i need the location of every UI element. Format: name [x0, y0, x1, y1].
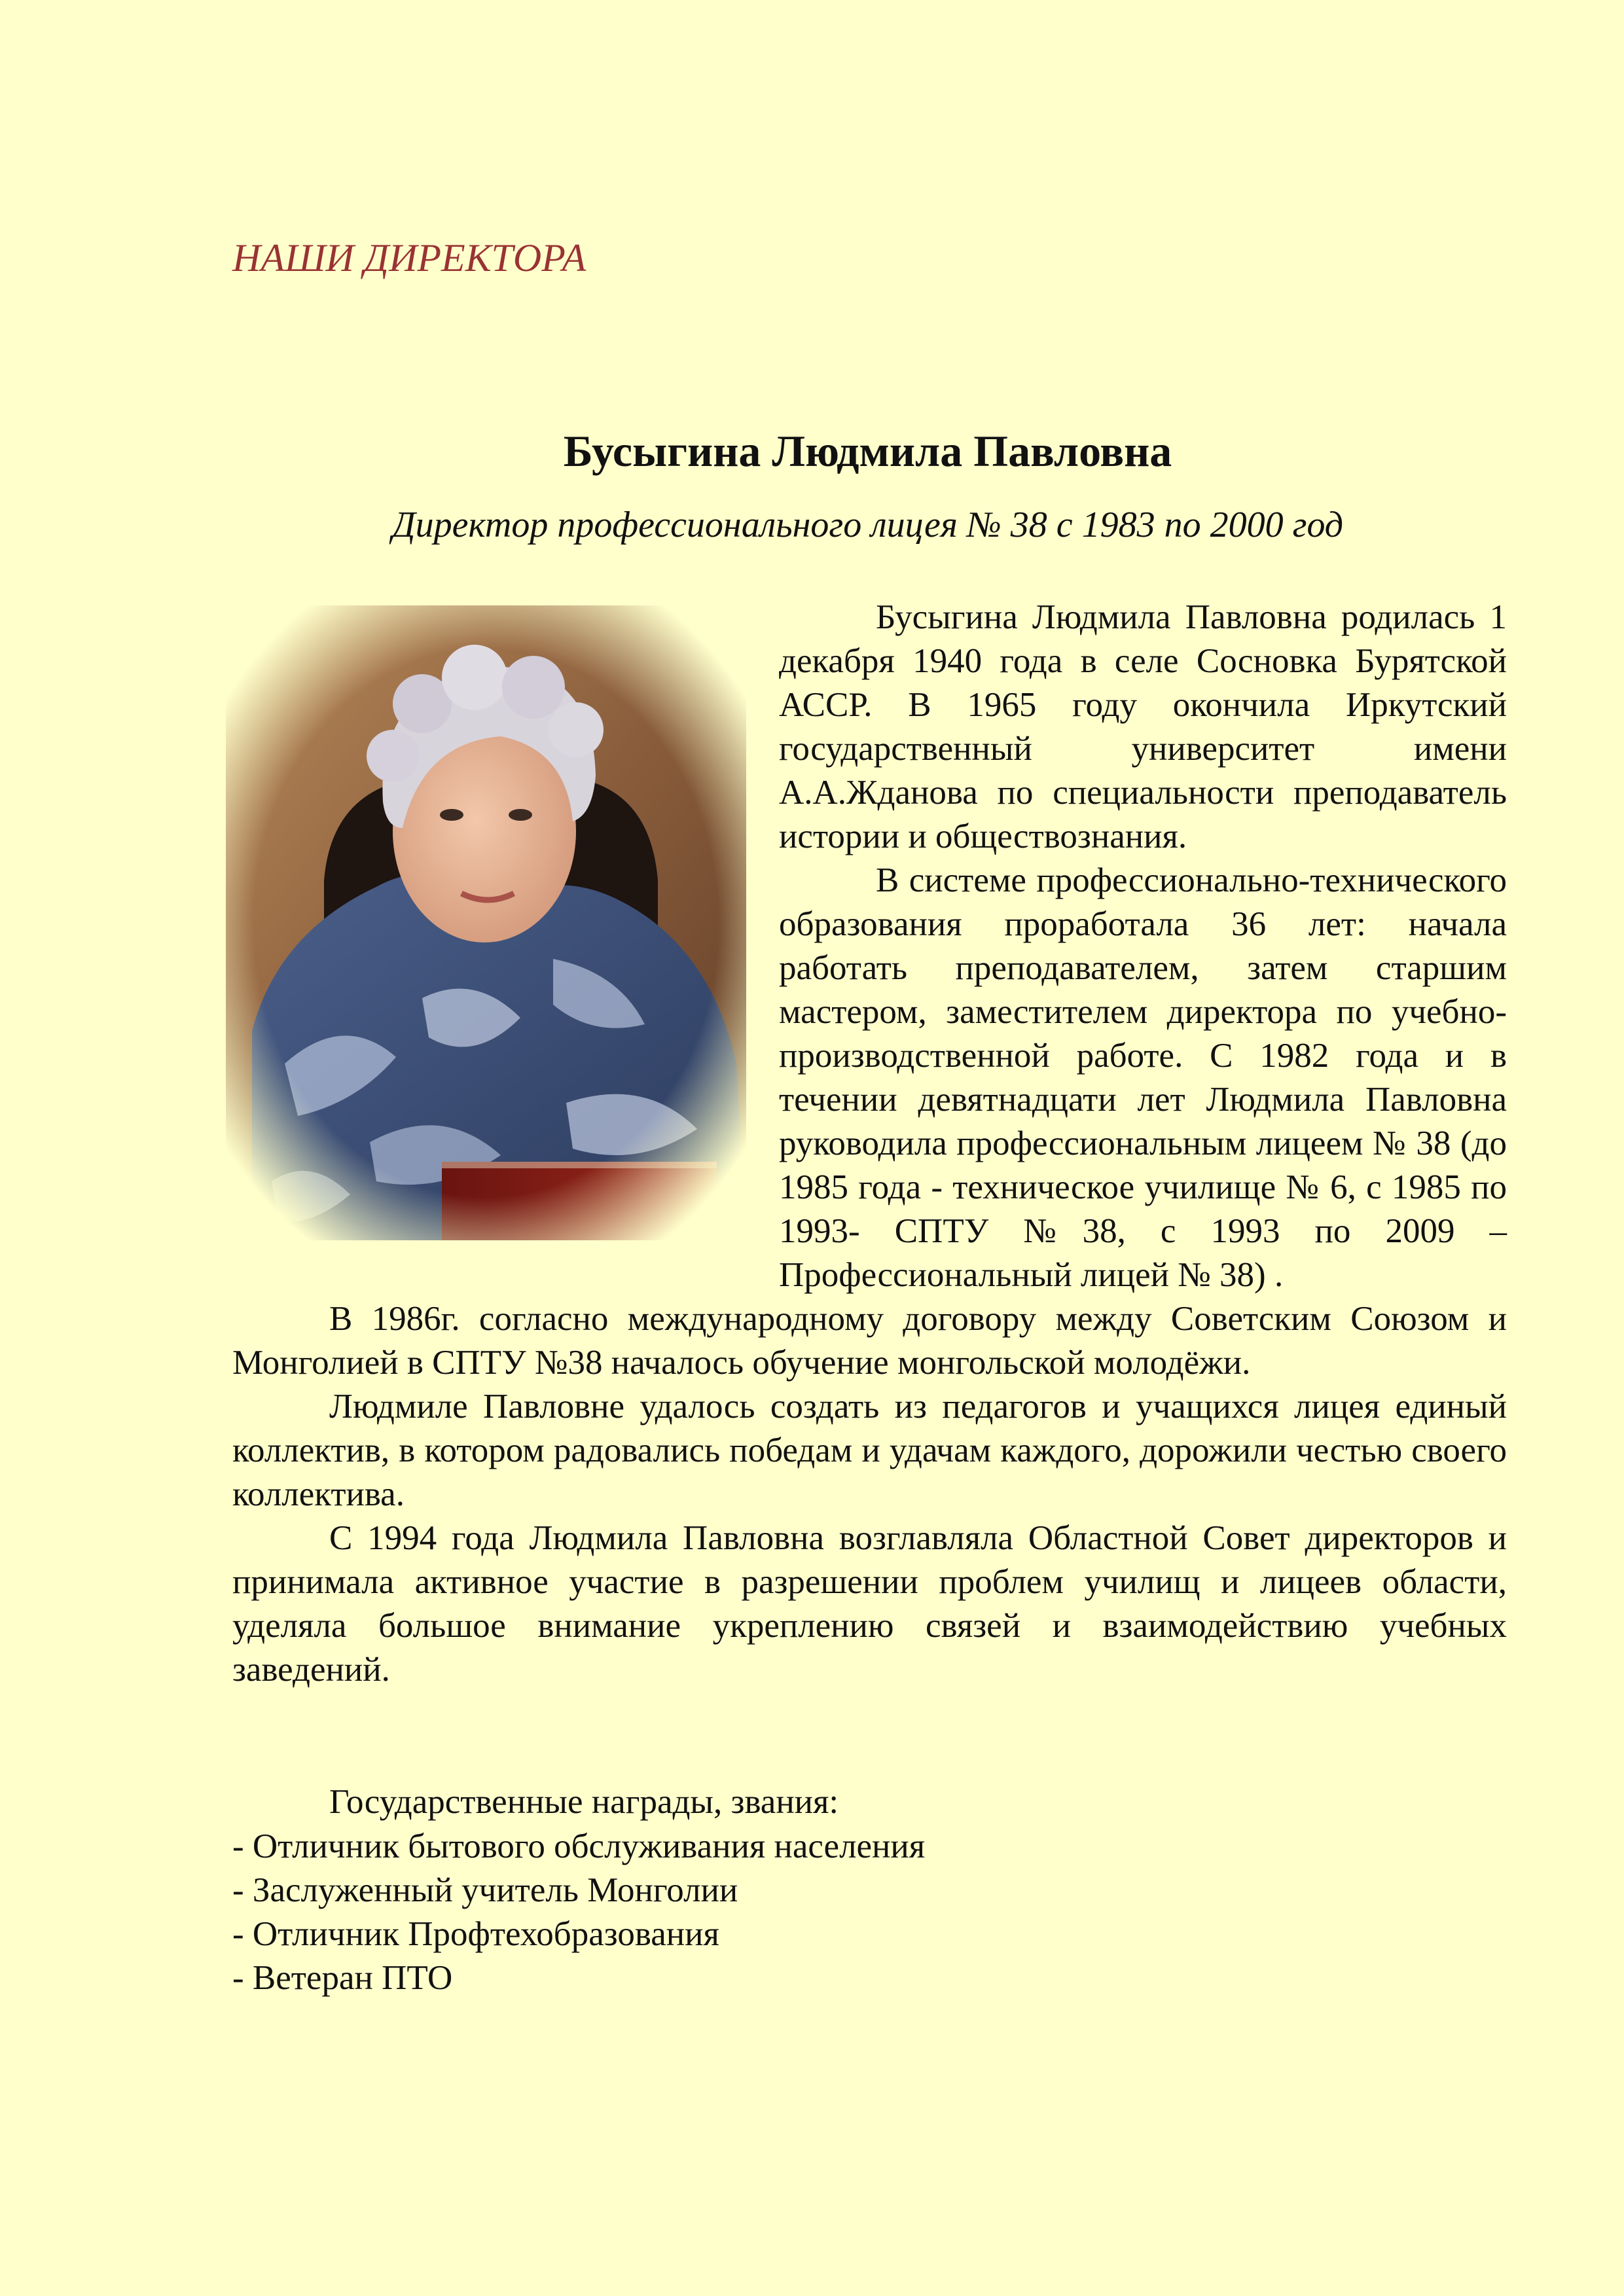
biography-paragraph: Людмиле Павловне удалось создать из педагогов и учащихся лицея единый коллектив, в котором радовались победам и удачам каждого, дорожили честью своего коллектива.	[232, 1388, 1507, 1513]
biography-paragraph: В системе профессионально-технического образования проработала 36 лет: начала работать преподавателем, затем старшим мастером, заместителем директора по учебно-производственной работе. С 1982 года и в течении девятнадцати лет Людмила Павловна руководила профессиональным лицеем № 38 (до 1985 года - техническое училище № 6, с 1985 по 1993- СПТУ №38, с 1993 по 2009 – Профессиональный лицей № 38) .	[779, 861, 1507, 1294]
award-item: - Отличник бытового обслуживания населения	[232, 1827, 926, 1865]
award-item: - Отличник Профтехобразования	[232, 1915, 719, 1953]
awards-list	[232, 1825, 925, 2000]
awards-title: Государственные награды, звания:	[329, 1783, 839, 1821]
photo-float-spacer	[232, 596, 779, 1257]
biography-paragraph: Бусыгина Людмила Павловна родилась 1 декабря 1940 года в селе Сосновка Бурятской АССР. В 1965 году окончила Иркутский государственный университет имени А.А.Жданова по специальности преподаватель истории и обществознания.	[779, 598, 1507, 855]
award-item: - Ветеран ПТО	[232, 1959, 453, 1997]
person-name: Бусыгина Людмила Павловна	[563, 426, 1172, 476]
biography-paragraph: В 1986г. согласно международному договору между Советским Союзом и Монголией в СПТУ №38 началось обучение монгольской молодёжи.	[232, 1300, 1507, 1382]
person-subtitle: Директор профессионального лицея № 38 с 1983 по 2000 год	[391, 505, 1344, 545]
award-item: - Заслуженный учитель Монголии	[232, 1871, 738, 1909]
section-heading: НАШИ ДИРЕКТОРА	[232, 236, 586, 279]
biography-text	[232, 596, 1507, 1692]
biography-paragraph: С 1994 года Людмила Павловна возглавляла Областной Совет директоров и принимала активное участие в разрешении проблем училищ и лицеев области, уделяла большое внимание укреплению связей и взаимодействию учебных заведений.	[232, 1519, 1507, 1689]
